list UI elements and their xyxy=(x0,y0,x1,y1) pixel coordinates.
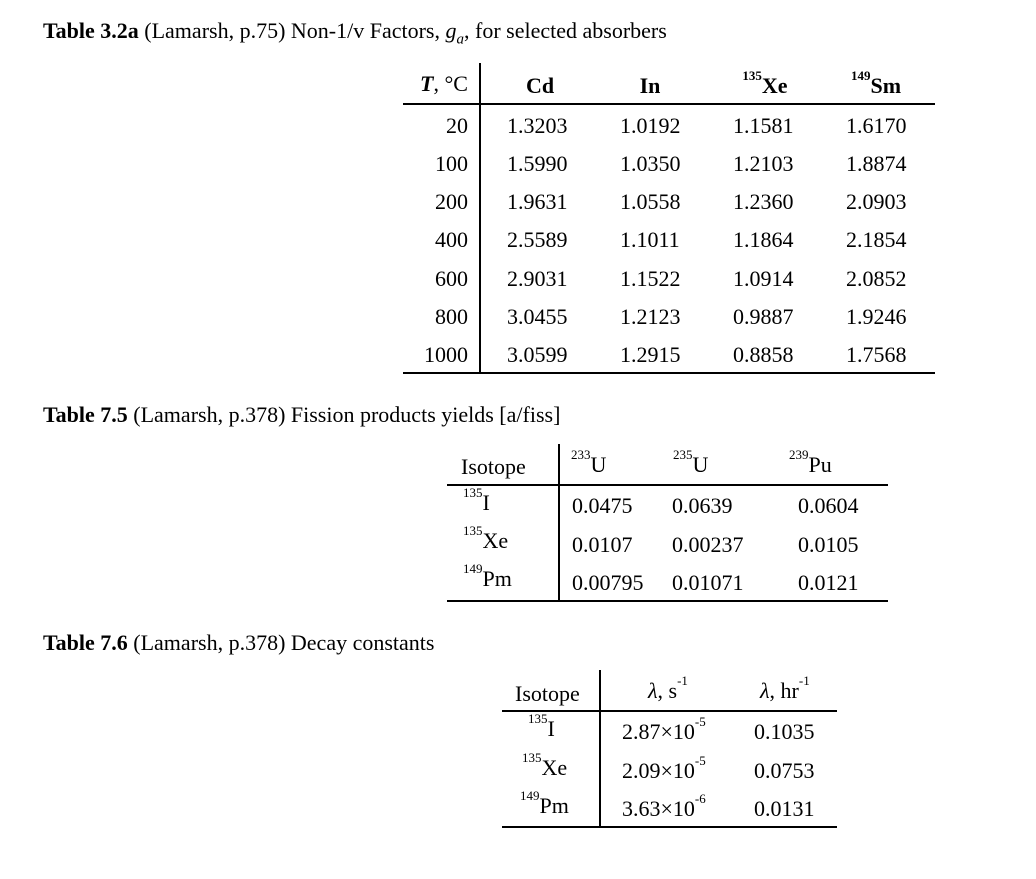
table1-header-rule xyxy=(403,103,935,105)
table1-caption xyxy=(43,18,667,48)
table1-cell: 1.0192 xyxy=(620,113,681,138)
table2-header-col-1: $^{235}$U xyxy=(673,447,709,477)
table3-header-lambda-s: λ, $s^{-1}$ xyxy=(648,673,688,703)
table3-header-rule xyxy=(502,710,837,712)
table1-cell: 0.8858 xyxy=(733,342,794,367)
table1-temp-cell: 1000 xyxy=(424,342,468,367)
table1-header-col-3: $^{149}$Sm xyxy=(850,68,902,98)
table1-cell: 0.9887 xyxy=(733,304,794,329)
table1-header-col-2: $^{135}$Xe xyxy=(742,68,788,98)
table2-cell: 0.01071 xyxy=(672,570,744,595)
table2-cell: 0.0475 xyxy=(572,493,633,518)
table1-caption-label: Table 3.2a xyxy=(43,18,139,43)
table1-cell: 3.0455 xyxy=(507,304,568,329)
table1-caption-ref: (Lamarsh, p.75) xyxy=(138,18,291,43)
table1-bottom-rule xyxy=(403,372,935,374)
table1-caption-symbol: $g_a$ xyxy=(445,18,464,48)
table1-cell: 1.2915 xyxy=(620,342,681,367)
table1-temp-cell: 100 xyxy=(435,151,468,176)
table1-cell: 2.1854 xyxy=(846,227,907,252)
table1-caption-tail: , for selected absorbers xyxy=(464,18,667,43)
table2-cell: 0.00795 xyxy=(572,570,644,595)
table1-cell: 1.0558 xyxy=(620,189,681,214)
table2-header-col-2: $^{239}$Pu xyxy=(789,447,832,477)
table1-cell: 1.7568 xyxy=(846,342,907,367)
table2-isotope-cell: $^{135}$I xyxy=(463,485,490,515)
table1-caption-text: Non-1/v Factors, xyxy=(290,18,446,43)
table1-cell: 2.0852 xyxy=(846,266,907,291)
table1-cell: 1.1011 xyxy=(620,227,680,252)
table1-temp-cell: 20 xyxy=(446,113,468,138)
table3-lambda-hr-cell: 0.0131 xyxy=(754,796,815,821)
table2-header-isotope: Isotope xyxy=(461,454,526,479)
table2-caption-text: (Lamarsh, p.378) Fission products yields [a/fiss] xyxy=(127,402,561,427)
table1-header-col-0: Cd xyxy=(525,73,555,98)
table3-bottom-rule xyxy=(502,826,837,828)
table1-cell: 1.0914 xyxy=(733,266,794,291)
table3-caption-text: (Lamarsh, p.378) Decay constants xyxy=(127,630,435,655)
table1-header-temperature: T, °C xyxy=(420,71,468,96)
table3-lambda-hr-cell: 0.0753 xyxy=(754,758,815,783)
table2-cell: 0.0107 xyxy=(572,532,633,557)
table3-caption xyxy=(43,630,434,656)
table2-isotope-cell: $^{149}$Pm xyxy=(463,561,512,591)
table3-column-divider xyxy=(599,670,601,828)
table3-lambda-s-cell: $3.63\times 10^{-6}$ xyxy=(622,791,706,821)
table2-isotope-cell: $^{135}$Xe xyxy=(463,523,509,553)
table1-cell: 2.9031 xyxy=(507,266,568,291)
table1-cell: 1.0350 xyxy=(620,151,681,176)
table3-lambda-s-cell: $2.09\times 10^{-5}$ xyxy=(622,753,706,783)
table2-bottom-rule xyxy=(447,600,888,602)
table3-isotope-cell: $^{135}$Xe xyxy=(522,750,568,780)
table1-cell: 1.6170 xyxy=(846,113,907,138)
table2-header-rule xyxy=(447,484,888,486)
table2-cell: 0.0121 xyxy=(798,570,859,595)
table1-cell: 1.1581 xyxy=(733,113,794,138)
table1-cell: 1.2103 xyxy=(733,151,794,176)
table3-lambda-hr-cell: 0.1035 xyxy=(754,719,815,744)
table3-isotope-cell: $^{135}$I xyxy=(528,711,555,741)
table1-cell: 2.0903 xyxy=(846,189,907,214)
table1-cell: 1.2123 xyxy=(620,304,681,329)
table3-header-lambda-hr: λ, $hr^{-1}$ xyxy=(760,673,810,703)
table3-header-isotope: Isotope xyxy=(515,681,580,706)
table1-temp-cell: 200 xyxy=(435,189,468,214)
table2-caption xyxy=(43,402,560,428)
table1-temp-cell: 600 xyxy=(435,266,468,291)
table2-cell: 0.0105 xyxy=(798,532,859,557)
table2-cell: 0.0604 xyxy=(798,493,859,518)
table1-cell: 1.9631 xyxy=(507,189,568,214)
table1-cell: 3.0599 xyxy=(507,342,568,367)
table2-header-col-0: $^{233}$U xyxy=(571,447,607,477)
table1-cell: 1.8874 xyxy=(846,151,907,176)
table1-cell: 2.5589 xyxy=(507,227,568,252)
table1-header-col-1: In xyxy=(639,73,661,98)
table1-cell: 1.9246 xyxy=(846,304,907,329)
table1-cell: 1.2360 xyxy=(733,189,794,214)
table2-caption-label: Table 7.5 xyxy=(43,402,128,427)
table1-temp-cell: 400 xyxy=(435,227,468,252)
table1-cell: 1.3203 xyxy=(507,113,568,138)
table3-lambda-s-cell: $2.87\times 10^{-5}$ xyxy=(622,714,706,744)
table2-cell: 0.0639 xyxy=(672,493,733,518)
table1-cell: 1.5990 xyxy=(507,151,568,176)
table3-isotope-cell: $^{149}$Pm xyxy=(520,788,569,818)
table1-temp-cell: 800 xyxy=(435,304,468,329)
table1-cell: 1.1864 xyxy=(733,227,794,252)
table2-column-divider xyxy=(558,444,560,602)
table1-column-divider xyxy=(479,63,481,374)
table3-caption-label: Table 7.6 xyxy=(43,630,128,655)
table1-cell: 1.1522 xyxy=(620,266,681,291)
table2-cell: 0.00237 xyxy=(672,532,744,557)
